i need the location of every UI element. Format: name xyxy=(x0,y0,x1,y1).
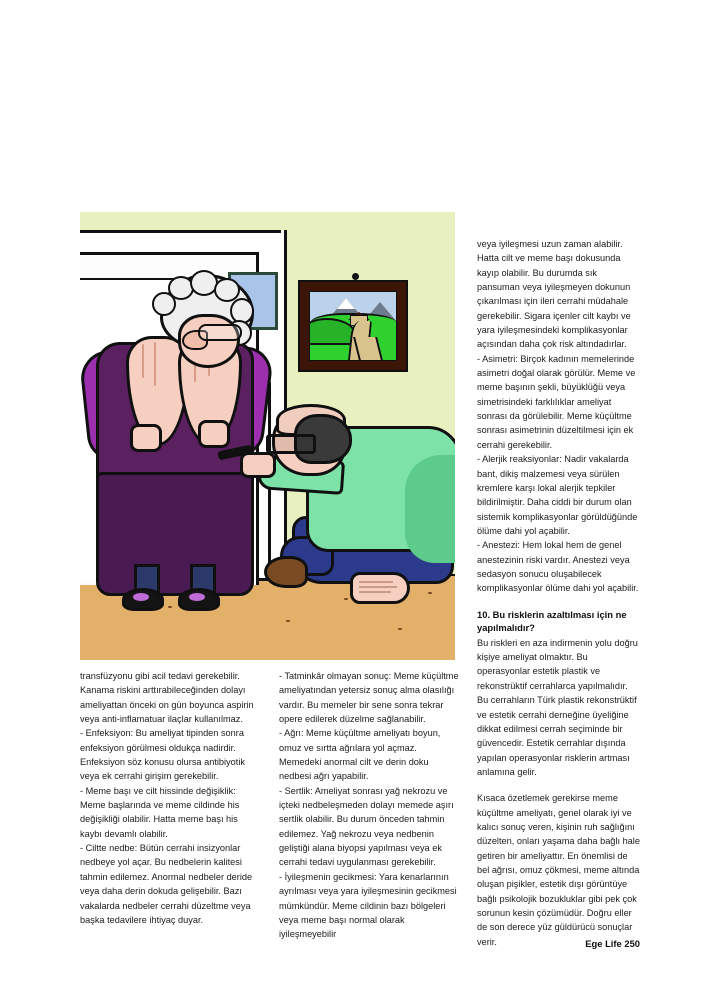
woman-skirt xyxy=(96,472,254,596)
man-sweater-shading xyxy=(405,455,455,563)
paragraph-spacer xyxy=(477,779,640,791)
woman-left-hand xyxy=(130,424,162,452)
picture-canvas xyxy=(309,291,397,361)
floor-speck xyxy=(168,606,172,608)
woman-bosom-line xyxy=(142,344,144,378)
elderly-man-figure xyxy=(258,408,455,586)
paragraph: - Ağrı: Meme küçültme ameliyatı boyun, omuz ve sırtta ağrılara yol açmaz. Memedeki anormal cilt ve derin doku nedbesi ağrı yapabilir. xyxy=(279,728,441,782)
hand-finger-line xyxy=(359,581,393,583)
floor-speck xyxy=(428,592,432,594)
woman-right-shoe xyxy=(178,588,220,611)
paragraph: - İyileşmenin gecikmesi: Yara kenarlarının ayrılması veya yara iyileşmesinin gecikmesi mümkündür. Meme cildinin bazı bölgeleri veya meme başı normal olarak iyileşmeyebilir xyxy=(279,871,457,940)
cartoon-illustration xyxy=(80,212,455,660)
text-column-middle xyxy=(279,669,461,942)
man-glasses xyxy=(266,434,316,454)
paragraph: veya iyileşmesi uzun zaman alabilir. Hatta cilt ve meme başı dokusunda kayıp olabilir. Bu durumda sık pansuman veya iyileşmeyen dokunun çıkarılması için ileri cerrahi müdahale gerekebilir. Sigara içenler cilt kaybı ve yara iyileşmesindeki komplikasyonlar açısından daha çok risk altındadırlar. xyxy=(477,239,631,350)
woman-left-shoe xyxy=(122,588,164,611)
text-column-right xyxy=(477,237,640,949)
text-column-left xyxy=(80,669,262,927)
floor-speck xyxy=(344,598,348,600)
paragraph: - Enfeksiyon: Bu ameliyat tipinden sonra enfeksiyon görülmesi oldukça nadirdir. Enfeksiyon söz konusu olursa antibiyotik veya ek cerrahi girişim gerekebilir. xyxy=(80,728,245,782)
section-heading: 10. Bu risklerin azaltılması için ne yapılmalıdır? xyxy=(477,608,627,634)
paragraph: Bu riskleri en aza indirmenin yolu doğru kişiye ameliyat olmaktır. Bu operasyonlar estetik plastik ve rekonstrüktif cerrahlarca yapılmalıdır. Bu cerrahların Türk plastik rekonstrüktif ve estetik cerrahi derneğine üyeliğine dikkat edilmesi cerrah seçiminde bir güvencedir. Estetik cerrahlar dışında yapılan operasyonlar risklerin artması anlamına gelir. xyxy=(477,637,638,777)
woman-right-hand xyxy=(198,420,230,448)
page-footer: Ege Life 250 xyxy=(585,938,640,949)
man-marker-hand xyxy=(240,452,276,478)
paragraph: - Meme başı ve cilt hissinde değişiklik: Meme başlarında ve meme cildinde his değişikliği olabilir. Hatta meme başı his kaybı devamlı olabilir. xyxy=(80,785,240,839)
paragraph: transfüzyonu gibi acil tedavi gerekebilir. Kanama riskini arttırabileceğinden dolayı ameliyattan önceki on gün boyunca aspirin veya anti-inflamatuar ilaçlar kullanılmaz. xyxy=(80,671,254,725)
man-shoe xyxy=(264,556,308,588)
man-supporting-hand xyxy=(350,572,410,604)
paragraph: - Anestezi: Hem lokal hem de genel anestezinin riski vardır. Anestezi veya sedasyon sonucu oluşabilecek komplikasyonlar ölüme dahi yol açabilir. xyxy=(477,540,639,594)
paragraph: - Ciltte nedbe: Bütün cerrahi insizyonlar nedbeye yol açar. Bu nedbelerin kalitesi tahmin edilemez. Anormal nedbeler deride veya daha derin dokuda gelişebilir. Bazı vakalarda nedbeler cerrahi düzeltme veya başka tedavilere ihtiyaç duyar. xyxy=(80,843,253,925)
shoe-highlight xyxy=(133,593,149,601)
elderly-woman-figure xyxy=(86,274,262,604)
woman-glasses xyxy=(198,324,242,341)
shoe-highlight xyxy=(189,593,205,601)
framed-landscape-picture xyxy=(298,280,408,372)
paragraph: - Sertlik: Ameliyat sonrası yağ nekrozu ve içteki nedbeleşmeden dolayı memede aşırı sertlik olabilir. Bu durum önceden tahmin edilemez. Yağ nekrozu veya nedbenin geliştiği alana biyopsi yapılması veya ek cerrahi tedavi uygulanması gerekebilir. xyxy=(279,785,454,868)
paragraph: - Asimetri: Birçok kadının memelerinde asimetri doğal olarak görülür. Meme ve meme başının şekli, büyüklüğü veya simetrisindeki farklılıklar ameliyat sonrası da görülebilir. Meme küçültme sonrası asimetrinin düzeltilmesi için ek cerrahi gerekebilir. xyxy=(477,353,636,450)
floor-speck xyxy=(286,620,290,622)
hand-finger-line xyxy=(359,586,397,588)
woman-bosom-line xyxy=(154,342,156,386)
paragraph: - Tatminkâr olmayan sonuç: Meme küçültme ameliyatından yetersiz sonuç alma olasılığı vardır. Bu memeler bir sene sonra tekrar opere edilerek düzelme sağlanabilir. xyxy=(279,671,459,725)
hand-finger-line xyxy=(359,591,391,593)
painting-mountain-snow xyxy=(337,298,355,309)
paragraph: Kısaca özetlemek gerekirse meme küçültme ameliyatı, genel olarak iyi ve kalıcı sonuç veren, kişinin ruh sağlığını düzelten, onları yaşama daha bağlı hale getiren bir ameliyattır. En önemlisi de bel ağrısı, omuz çökmesi, meme altında oluşan pişikler, estetik dışı görüntüye bağlı psikolojik bozukluklar gibi pek çok sorunun kesin çözümüdür. Doğru eller de son derece yüz güldürücü sonuçlar verir. xyxy=(477,793,640,947)
picture-nail xyxy=(352,273,359,280)
paragraph: - Alerjik reaksiyonlar: Nadir vakalarda bant, dikiş malzemesi veya sürülen kremlere karşı lokal alerjik tepkiler bildirilmiştir. Daha ciddi bir durum olan sistemik komplikasyonlar görüldüğünde ölüme dahi yol açabilir. xyxy=(477,454,638,536)
floor-speck xyxy=(398,628,402,630)
